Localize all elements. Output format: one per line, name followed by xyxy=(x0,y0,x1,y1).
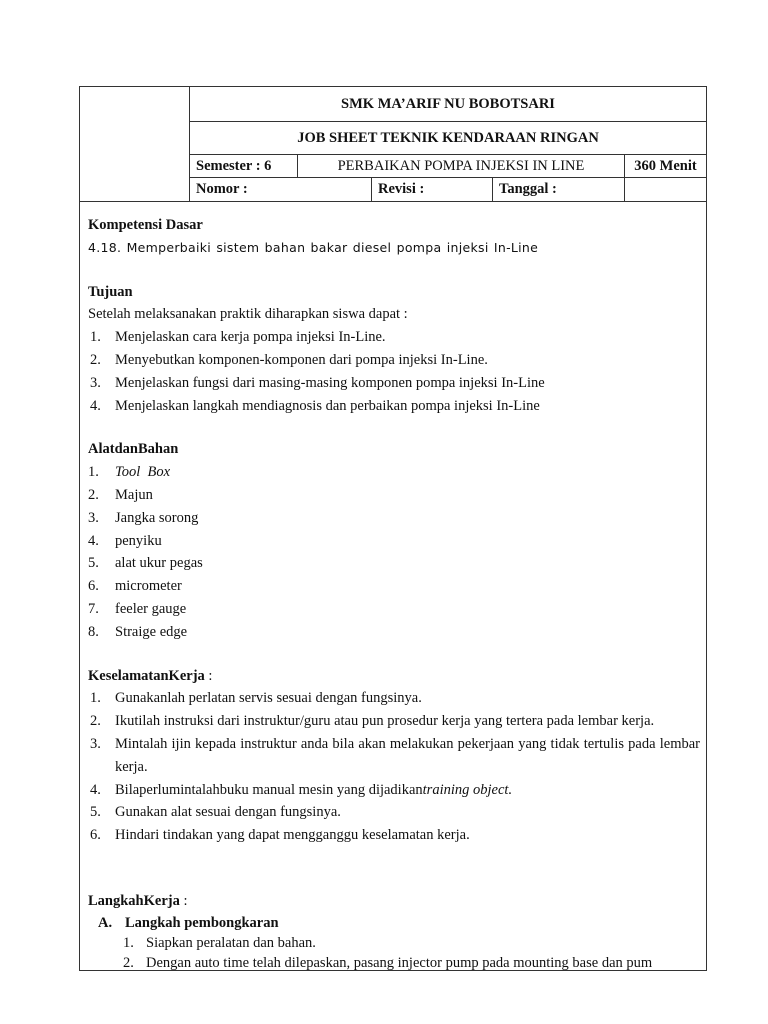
topic-title xyxy=(298,155,625,177)
item-text: alat ukur pegas xyxy=(115,555,203,572)
item-number: 2. xyxy=(90,351,101,368)
header-table xyxy=(80,87,706,202)
item-number: 4. xyxy=(90,397,101,414)
item-number: 2. xyxy=(123,954,134,971)
item-number: 3. xyxy=(90,735,101,752)
item-text: Dengan auto time telah dilepaskan, pasang injector pump pada mounting base dan pum xyxy=(146,954,653,971)
header-row-title xyxy=(190,122,706,155)
list-item xyxy=(88,779,700,802)
item-text: Gunakan alat sesuai dengan fungsinya. xyxy=(115,804,341,821)
list-item xyxy=(88,824,700,847)
school-name: SMK MA’ARIF NU BOBOTSARI xyxy=(341,95,555,112)
list-item xyxy=(88,621,700,644)
item-text-italic: training object. xyxy=(422,781,513,798)
list-item xyxy=(88,507,700,530)
list-item xyxy=(88,710,700,733)
item-number: 1. xyxy=(90,329,101,346)
item-text: feeler gauge xyxy=(115,600,187,617)
list-item xyxy=(88,733,700,779)
item-text: Hindari tindakan yang dapat mengganggu keselamatan kerja. xyxy=(115,827,470,844)
list-item xyxy=(88,530,700,553)
logo-cell xyxy=(80,87,190,201)
item-text: micrometer xyxy=(115,578,182,595)
item-text: Siapkan peralatan dan bahan. xyxy=(146,934,316,951)
list-item xyxy=(88,395,700,418)
item-text: Mintalah ijin kepada instruktur anda bila akan melakukan pekerjaan yang tidak tertulis pada lembar kerja. xyxy=(115,735,700,775)
list-item xyxy=(88,953,700,973)
semester-label: Semester : 6 xyxy=(190,155,298,177)
section-a-title xyxy=(88,913,700,933)
header-row-school xyxy=(190,87,706,122)
item-number: 2. xyxy=(90,713,101,730)
duration-label: 360 Menit xyxy=(634,157,697,174)
revisi-label: Revisi : xyxy=(372,178,493,201)
item-text: Menyebutkan komponen-komponen dari pompa injeksi In-Line. xyxy=(115,351,488,368)
item-number: 5. xyxy=(88,555,99,572)
item-text: Straige edge xyxy=(115,623,188,640)
list-item xyxy=(88,575,700,598)
item-number: 2. xyxy=(88,486,99,503)
item-number: 7. xyxy=(88,600,99,617)
item-text: Majun xyxy=(115,486,153,503)
alat-heading: AlatdanBahan xyxy=(88,441,179,458)
item-number: 5. xyxy=(90,804,101,821)
item-text: penyiku xyxy=(115,532,162,549)
job-sheet-frame xyxy=(79,86,707,971)
kompetensi-text: 4.18. Memperbaiki sistem bahan bakar diesel pompa injeksi In-Line xyxy=(88,239,539,255)
list-item xyxy=(88,484,700,507)
tujuan-intro: Setelah melaksanakan praktik diharapkan siswa dapat : xyxy=(88,306,408,323)
item-text: Ikutilah instruksi dari instruktur/guru atau pun prosedur kerja yang tertera pada lembar kerja. xyxy=(115,713,655,730)
item-text: Menjelaskan langkah mendiagnosis dan perbaikan pompa injeksi In-Line xyxy=(115,397,540,414)
tujuan-heading: Tujuan xyxy=(88,283,133,300)
list-item xyxy=(88,461,700,484)
item-number: 1. xyxy=(88,464,99,481)
item-number: 6. xyxy=(88,578,99,595)
heading-suffix: : xyxy=(179,892,188,909)
list-item xyxy=(88,801,700,824)
item-number: 6. xyxy=(90,827,101,844)
item-number: 8. xyxy=(88,623,99,640)
header-row-meta xyxy=(190,178,706,201)
item-number: 4. xyxy=(90,781,101,798)
item-text: Gunakanlah perlatan servis sesuai dengan fungsinya. xyxy=(115,690,422,707)
list-item xyxy=(88,326,700,349)
item-number: 3. xyxy=(90,374,101,391)
topic-text: PERBAIKAN POMPA INJEKSI IN LINE xyxy=(337,157,585,174)
langkah-heading-text: LangkahKerja xyxy=(88,892,180,909)
tanggal-label: Tanggal : xyxy=(493,178,625,201)
list-item xyxy=(88,552,700,575)
section-letter: A. xyxy=(98,914,113,931)
item-text: Menjelaskan cara kerja pompa injeksi In-Line. xyxy=(115,329,386,346)
keselamatan-heading-text: KeselamatanKerja xyxy=(88,667,205,684)
list-item xyxy=(88,933,700,953)
langkah-heading xyxy=(88,890,700,913)
kompetensi-heading: Kompetensi Dasar xyxy=(88,217,203,233)
list-item xyxy=(88,687,700,710)
tujuan-list xyxy=(88,326,700,417)
langkah-steps xyxy=(88,933,700,973)
item-text: Menjelaskan fungsi dari masing-masing komponen pompa injeksi In-Line xyxy=(115,374,545,391)
header-row-semester xyxy=(190,155,706,178)
item-text: Bilaperlumintalahbuku manual mesin yang dijadikan xyxy=(115,781,423,798)
sheet-title: JOB SHEET TEKNIK KENDARAAN RINGAN xyxy=(297,129,599,146)
alat-list xyxy=(88,461,700,643)
heading-suffix: : xyxy=(204,667,213,684)
list-item xyxy=(88,598,700,621)
list-item xyxy=(88,372,700,395)
list-item xyxy=(88,349,700,372)
job-sheet-body xyxy=(88,214,700,973)
item-number: 4. xyxy=(88,532,99,549)
keselamatan-heading xyxy=(88,665,700,688)
empty-cell xyxy=(625,178,706,201)
nomor-label: Nomor : xyxy=(190,178,372,201)
section-title-text: Langkah pembongkaran xyxy=(125,914,279,931)
item-number: 1. xyxy=(123,934,134,951)
item-text: Tool Box xyxy=(115,464,171,481)
keselamatan-list xyxy=(88,687,700,847)
item-text: Jangka sorong xyxy=(115,509,199,526)
item-number: 3. xyxy=(88,509,99,526)
item-number: 1. xyxy=(90,690,101,707)
